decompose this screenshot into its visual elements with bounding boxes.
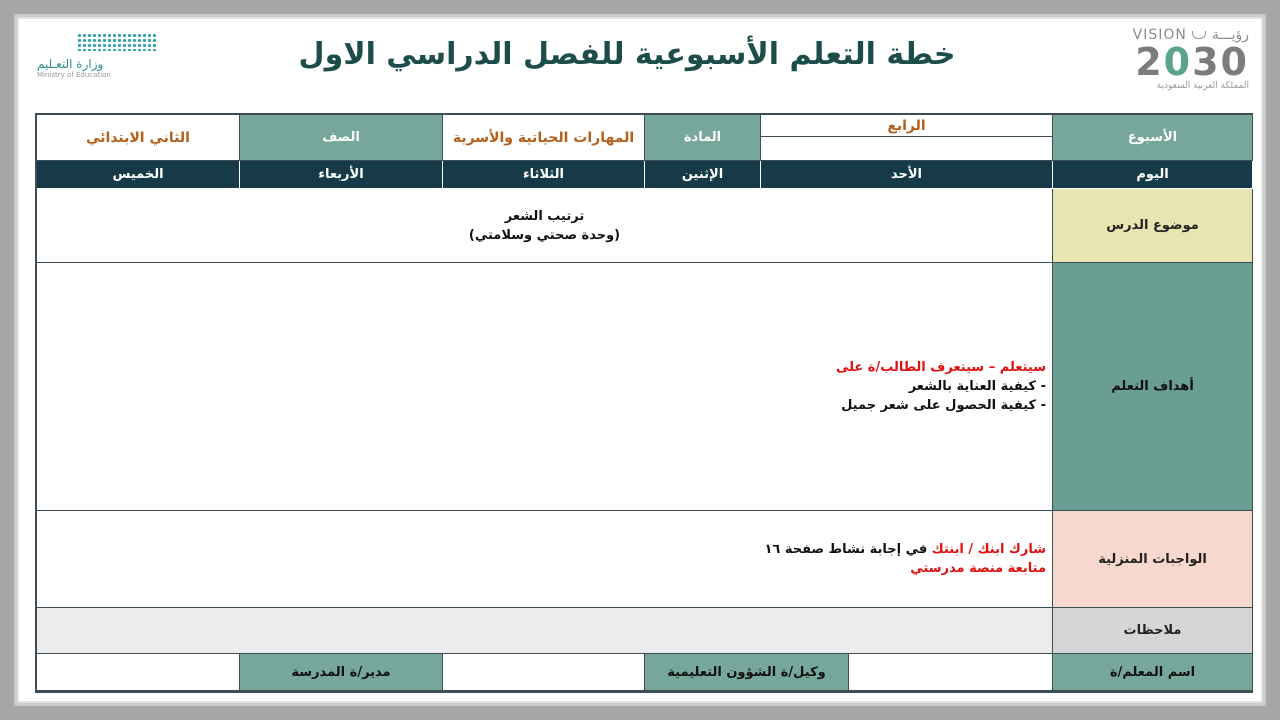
deputy-label: وكيل/ة الشؤون التعليمية [645,654,849,691]
page-title: خطة التعلم الأسبوعية للفصل الدراسي الاول [298,37,956,72]
objective-item-2: - كيفية الحصول على شعر جميل [841,398,1046,413]
lesson-topic-label: موضوع الدرس [1053,189,1253,263]
day-monday: الإثنين [645,161,761,189]
teacher-name-value [849,654,1053,691]
homework-content [37,511,1053,608]
day-tuesday: الثلاثاء [443,161,645,189]
subject-label: المادة [645,115,761,161]
principal-label: مدير/ة المدرسة [240,654,443,691]
principal-value [37,654,240,691]
vision-country: المملكة العربية السعودية [1156,81,1249,91]
vision-label-ar: رؤيـــة [1211,27,1249,43]
objectives-label: أهداف التعلم [1053,263,1253,511]
ministry-name-en: Ministry of Education [37,71,111,79]
homework-activity-text: في إجابة نشاط صفحة ١٦ [764,542,932,557]
notes-content [37,608,1053,654]
objectives-intro: سيتعلم – سيتعرف الطالب/ة على [835,360,1046,375]
objective-item-1: - كيفية العناية بالشعر [908,379,1046,394]
homework-platform-text: متابعة منصة مدرستي [910,561,1046,576]
grade-value: الثاني الابتدائي [37,115,240,161]
day-sunday: الأحد [761,161,1053,189]
homework-share-text: شارك ابنك / ابنتك [931,542,1046,557]
lesson-topic-content [37,189,1053,263]
deputy-value [443,654,645,691]
subject-value: المهارات الحياتية والأسرية [443,115,645,161]
ministry-logo [37,33,167,103]
homework-label: الواجبات المنزلية [1053,511,1253,608]
week-value: الرابع [761,115,1053,137]
vision-label: VISION [1132,27,1187,43]
notes-label: ملاحظات [1053,608,1253,654]
vision-year: 2030 [1135,40,1249,84]
lesson-topic-line1: ترتيب الشعر [504,208,585,224]
grade-label: الصف [240,115,443,161]
day-thursday: الخميس [37,161,240,189]
lesson-topic-line2: (وحدة صحتي وسلامتي) [468,227,621,243]
objectives-content [37,263,1053,511]
week-label: الأسبوع [1053,115,1253,161]
header [17,17,1263,109]
day-label: اليوم [1053,161,1253,189]
plan-table [35,113,1253,693]
ministry-dots-icon [77,33,157,51]
page-frame [14,14,1266,706]
day-wednesday: الأربعاء [240,161,443,189]
vision-2030-logo [1119,27,1249,103]
week-value-blank [761,137,1053,161]
teacher-name-label: اسم المعلم/ة [1053,654,1253,691]
ministry-name-ar: وزارة التعـليم [37,57,104,71]
